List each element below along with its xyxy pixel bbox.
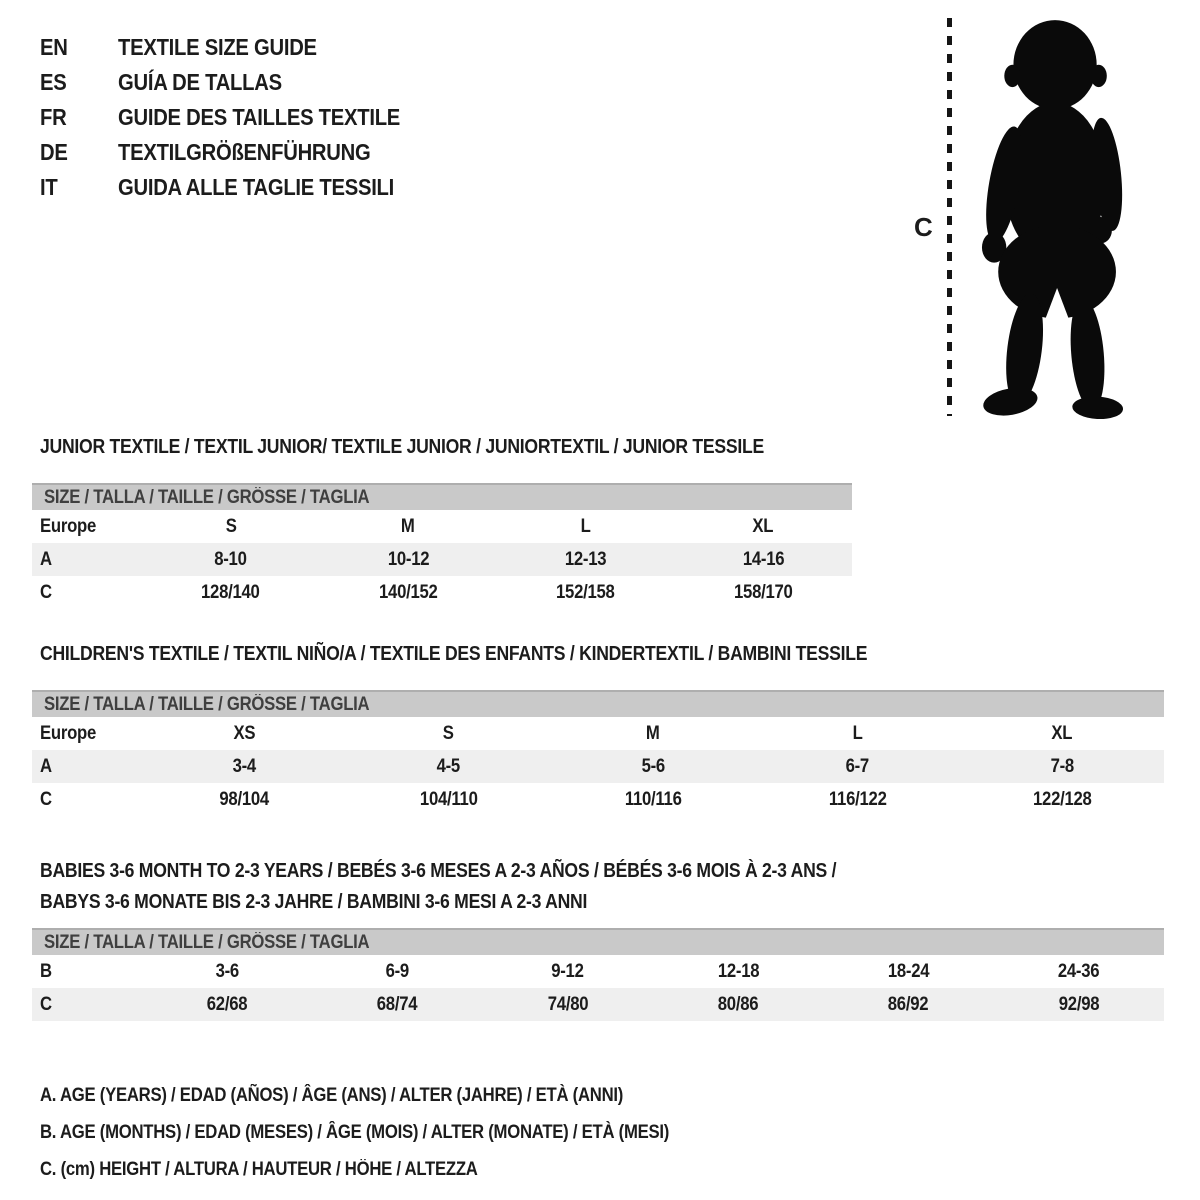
value-cell	[755, 789, 959, 811]
size-cell	[551, 723, 755, 745]
lang-title-text: GUÍA DE TALLAS	[118, 69, 282, 95]
value-cell	[551, 756, 755, 778]
babies-section-title-line1: BABIES 3-6 MONTH TO 2-3 YEARS / BEBÉS 3-6 MESES A 2-3 AÑOS / BÉBÉS 3-6 MOIS À 2-3 ANS /	[40, 860, 837, 882]
lang-row-es	[40, 65, 439, 100]
size-cell-text: L	[580, 515, 591, 537]
height-marker-label: C	[914, 212, 933, 242]
size-cell-text: M	[401, 515, 416, 537]
row-label-text: A	[40, 548, 52, 570]
value-cell	[653, 961, 823, 983]
row-label	[32, 549, 142, 571]
size-cell	[755, 723, 959, 745]
table-row	[32, 783, 1164, 816]
row-label-text: Europe	[40, 722, 97, 744]
legend-line-c	[40, 1151, 755, 1188]
lang-title-text: TEXTILGRÖßENFÜHRUNG	[118, 139, 371, 165]
value-cell-text: 158/170	[733, 581, 793, 603]
row-label	[32, 756, 142, 778]
value-cell	[142, 549, 320, 571]
lang-code-text: ES	[40, 69, 67, 95]
lang-row-fr	[40, 100, 439, 135]
lang-title-text: GUIDA ALLE TAGLIE TESSILI	[118, 174, 395, 200]
row-label	[32, 789, 142, 811]
value-cell-text: 10-12	[387, 548, 429, 570]
lang-title-text: GUIDE DES TAILLES TEXTILE	[118, 104, 401, 130]
size-header-text: SIZE / TALLA / TAILLE / GRÖSSE / TAGLIA	[44, 693, 370, 715]
children-size-table	[32, 690, 1164, 816]
row-label	[32, 582, 142, 604]
value-cell-text: 12-13	[565, 548, 607, 570]
lang-code	[40, 69, 118, 96]
legend-line-c-text: C. (cm) HEIGHT / ALTURA / HAUTEUR / HÖHE / ALTEZZA	[40, 1158, 478, 1180]
children-section-title-text: CHILDREN'S TEXTILE / TEXTIL NIÑO/A / TEXTILE DES ENFANTS / KINDERTEXTIL / BAMBINI TESSILE	[40, 643, 868, 665]
size-cell	[142, 516, 320, 538]
value-cell-text: 80/86	[717, 993, 759, 1015]
legend-line-a	[40, 1077, 755, 1114]
lang-title	[118, 34, 344, 61]
value-cell-text: 6-7	[845, 755, 870, 777]
value-cell-text: 12-18	[717, 960, 759, 982]
size-header-text: SIZE / TALLA / TAILLE / GRÖSSE / TAGLIA	[44, 931, 370, 953]
row-label	[32, 994, 142, 1016]
value-cell-text: 152/158	[556, 581, 616, 603]
value-cell-text: 14-16	[742, 548, 784, 570]
size-cell	[960, 723, 1164, 745]
children-section-title	[40, 643, 980, 666]
value-cell	[497, 582, 675, 604]
value-cell-text: 74/80	[547, 993, 589, 1015]
value-cell	[142, 582, 320, 604]
value-cell	[320, 582, 498, 604]
lang-title-text: TEXTILE SIZE GUIDE	[118, 34, 317, 60]
table-row	[32, 988, 1164, 1021]
row-label-text: C	[40, 993, 52, 1015]
row-label-text: Europe	[40, 515, 97, 537]
lang-code	[40, 174, 118, 201]
legend-line-a-text: A. AGE (YEARS) / EDAD (AÑOS) / ÂGE (ANS) / ALTER (JAHRE) / ETÀ (ANNI)	[40, 1084, 624, 1106]
value-cell	[346, 789, 550, 811]
lang-code-text: IT	[40, 174, 58, 200]
lang-code-text: FR	[40, 104, 67, 130]
size-cell	[497, 516, 675, 538]
value-cell-text: 18-24	[887, 960, 930, 982]
value-cell-text: 7-8	[1050, 755, 1074, 777]
row-label-text: C	[40, 581, 52, 603]
value-cell-text: 98/104	[219, 788, 269, 810]
value-cell-text: 9-12	[551, 960, 585, 982]
lang-title	[118, 174, 432, 201]
value-cell-text: 5-6	[641, 755, 665, 777]
value-cell-text: 128/140	[201, 581, 261, 603]
toddler-silhouette-icon	[962, 14, 1142, 420]
size-cell-text: M	[646, 722, 660, 744]
value-cell	[312, 994, 482, 1016]
row-label-text: A	[40, 755, 52, 777]
value-cell-text: 122/128	[1032, 788, 1092, 810]
size-header-bar	[32, 690, 1164, 717]
lang-title	[118, 69, 304, 96]
size-cell	[320, 516, 498, 538]
size-header-text: SIZE / TALLA / TAILLE / GRÖSSE / TAGLIA	[44, 486, 370, 508]
lang-title	[118, 139, 405, 166]
value-cell-text: 3-6	[215, 960, 239, 982]
value-cell	[483, 961, 653, 983]
size-header-bar	[32, 483, 852, 510]
value-cell	[823, 994, 993, 1016]
value-cell	[994, 961, 1164, 983]
value-cell	[483, 994, 653, 1016]
table-row	[32, 955, 1164, 988]
lang-code-text: DE	[40, 139, 68, 165]
row-label	[32, 961, 142, 983]
lang-row-de	[40, 135, 439, 170]
value-cell	[346, 756, 550, 778]
lang-row-en	[40, 30, 439, 65]
value-cell	[312, 961, 482, 983]
value-cell	[960, 789, 1164, 811]
value-cell	[960, 756, 1164, 778]
lang-title	[118, 104, 439, 131]
value-cell-text: 4-5	[436, 755, 461, 777]
value-cell	[142, 994, 312, 1016]
value-cell	[142, 961, 312, 983]
value-cell-text: 24-36	[1058, 960, 1100, 982]
value-cell-text: 68/74	[377, 993, 418, 1015]
lang-row-it	[40, 170, 439, 205]
value-cell-text: 110/116	[624, 788, 682, 810]
babies-section-title-line2: BABYS 3-6 MONATE BIS 2-3 JAHRE / BAMBINI 3-6 MESI A 2-3 ANNI	[40, 891, 588, 913]
size-cell	[346, 723, 550, 745]
babies-section-title	[40, 856, 945, 918]
lang-code	[40, 34, 118, 61]
row-label-text: B	[40, 960, 52, 982]
value-cell	[675, 582, 853, 604]
value-cell	[994, 994, 1164, 1016]
table-row	[32, 543, 852, 576]
row-label-text: C	[40, 788, 52, 810]
size-cell-text: XS	[233, 722, 256, 744]
value-cell	[142, 756, 346, 778]
junior-section-title-text: JUNIOR TEXTILE / TEXTIL JUNIOR/ TEXTILE JUNIOR / JUNIORTEXTIL / JUNIOR TESSILE	[40, 436, 764, 458]
size-cell	[675, 516, 853, 538]
legend-line-b	[40, 1114, 755, 1151]
language-title-list	[40, 30, 439, 205]
measurement-legend	[40, 1077, 755, 1188]
size-cell-text: XL	[1051, 722, 1073, 744]
value-cell	[142, 789, 346, 811]
value-cell	[653, 994, 823, 1016]
table-row	[32, 576, 852, 609]
size-cell-text: S	[225, 515, 237, 537]
value-cell	[823, 961, 993, 983]
value-cell	[320, 549, 498, 571]
value-cell-text: 3-4	[232, 755, 256, 777]
size-cell-text: S	[443, 722, 455, 744]
size-cell	[142, 723, 346, 745]
value-cell-text: 8-10	[214, 548, 247, 570]
row-label	[32, 516, 142, 538]
value-cell-text: 62/68	[206, 993, 248, 1015]
value-cell-text: 86/92	[888, 993, 929, 1015]
junior-section-title	[40, 436, 863, 459]
lang-code	[40, 104, 118, 131]
size-cell-text: L	[852, 722, 863, 744]
table-row	[32, 717, 1164, 750]
value-cell-text: 140/152	[378, 581, 438, 603]
table-row	[32, 510, 852, 543]
junior-size-table	[32, 483, 852, 609]
babies-size-table	[32, 928, 1164, 1021]
height-measure-line	[946, 18, 954, 416]
row-label	[32, 723, 142, 745]
value-cell-text: 92/98	[1058, 993, 1100, 1015]
value-cell-text: 116/122	[828, 788, 887, 810]
value-cell	[675, 549, 853, 571]
lang-code-text: EN	[40, 34, 68, 60]
lang-code	[40, 139, 118, 166]
value-cell	[755, 756, 959, 778]
value-cell	[497, 549, 675, 571]
value-cell-text: 104/110	[419, 788, 478, 810]
table-row	[32, 750, 1164, 783]
value-cell	[551, 789, 755, 811]
size-cell-text: XL	[752, 515, 774, 537]
legend-line-b-text: B. AGE (MONTHS) / EDAD (MESES) / ÂGE (MOIS) / ALTER (MONATE) / ETÀ (MESI)	[40, 1121, 670, 1143]
value-cell-text: 6-9	[385, 960, 410, 982]
size-header-bar	[32, 928, 1164, 955]
